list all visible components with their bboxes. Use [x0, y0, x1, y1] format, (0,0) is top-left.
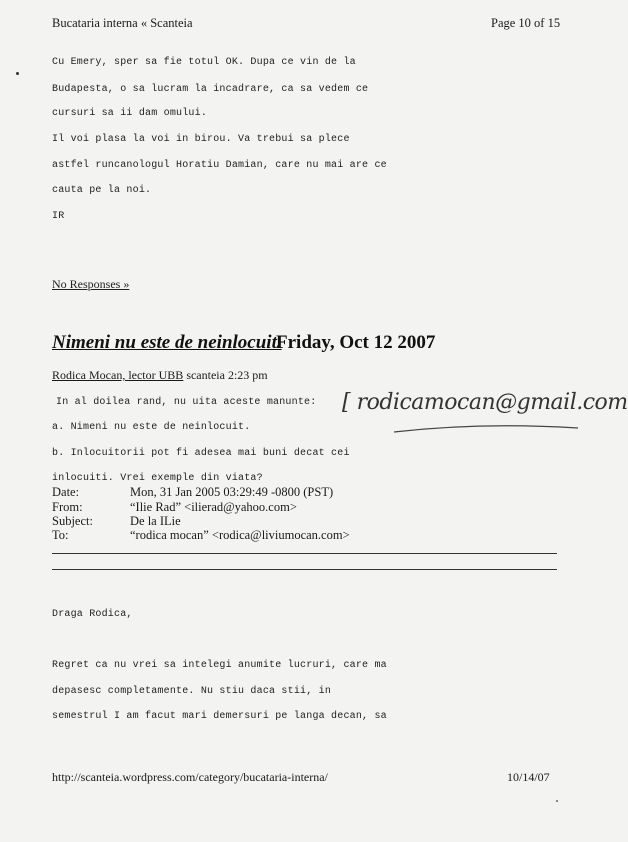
text-line: Regret ca nu vrei sa intelegi anumite lucruri, care ma: [52, 660, 387, 671]
footer-date: 10/14/07: [507, 770, 550, 784]
page-header-title: Bucataria interna « Scanteia: [52, 16, 193, 30]
email-meta-date: [52, 485, 333, 500]
text-line: Budapesta, o sa lucram la incadrare, ca sa vedem ce: [52, 84, 369, 95]
text-line: b. Inlocuitorii pot fi adesea mai buni decat cei: [52, 448, 350, 459]
meta-label: Subject:: [52, 514, 93, 528]
meta-label: From:: [52, 500, 83, 514]
text-line: cauta pe la noi.: [52, 185, 152, 196]
meta-value: “rodica mocan” <rodica@liviumocan.com>: [130, 528, 350, 542]
meta-value: De la ILie: [130, 514, 181, 528]
meta-value: Mon, 31 Jan 2005 03:29:49 -0800 (PST): [130, 485, 334, 499]
text-line: semestrul I am facut mari demersuri pe langa decan, sa: [52, 711, 387, 722]
post-category: scanteia: [186, 368, 225, 382]
text-line: Il voi plasa la voi in birou. Va trebui sa plece: [52, 134, 350, 145]
page-number: Page 10 of 15: [491, 16, 561, 30]
footer-url: http://scanteia.wordpress.com/category/bucataria-interna/: [52, 770, 328, 784]
author-link[interactable]: Rodica Mocan, lector UBB: [52, 368, 184, 382]
divider: [52, 569, 557, 570]
email-meta-to: [52, 528, 350, 543]
text-line: In al doilea rand, nu uita aceste manunte:: [56, 397, 317, 408]
text-line: a. Nimeni nu este de neinlocuit.: [52, 422, 251, 433]
meta-value: “Ilie Rad” <ilierad@yahoo.com>: [130, 500, 297, 514]
text-line: depasesc completamente. Nu stiu daca stii, in: [52, 686, 332, 697]
meta-label: To:: [52, 528, 69, 542]
no-responses-link[interactable]: No Responses »: [52, 277, 130, 291]
divider: [52, 553, 557, 554]
post-title-link[interactable]: Nimeni nu este de neinlocuit.: [52, 332, 282, 353]
text-line: cursuri sa ii dam omului.: [52, 108, 208, 119]
scan-speck: [16, 72, 19, 75]
email-meta-subject: [52, 514, 181, 529]
handwritten-underline: [392, 418, 582, 438]
meta-label: Date:: [52, 485, 80, 499]
email-greeting: Draga Rodica,: [52, 609, 133, 620]
scan-speck: [556, 800, 558, 802]
signature-initials: IR: [52, 211, 65, 222]
post-time: 2:23 pm: [227, 368, 268, 382]
text-line: inlocuiti. Vrei exemple din viata?: [52, 473, 263, 484]
text-line: astfel runcanologul Horatiu Damian, care nu mai are ce: [52, 160, 387, 171]
post-byline: [52, 368, 268, 383]
post-date: Friday, Oct 12 2007: [276, 332, 436, 353]
email-meta-from: [52, 500, 297, 515]
text-line: Cu Emery, sper sa fie totul OK. Dupa ce vin de la: [52, 57, 356, 68]
handwritten-annotation: [ rodicamocan@gmail.com: [342, 390, 628, 415]
